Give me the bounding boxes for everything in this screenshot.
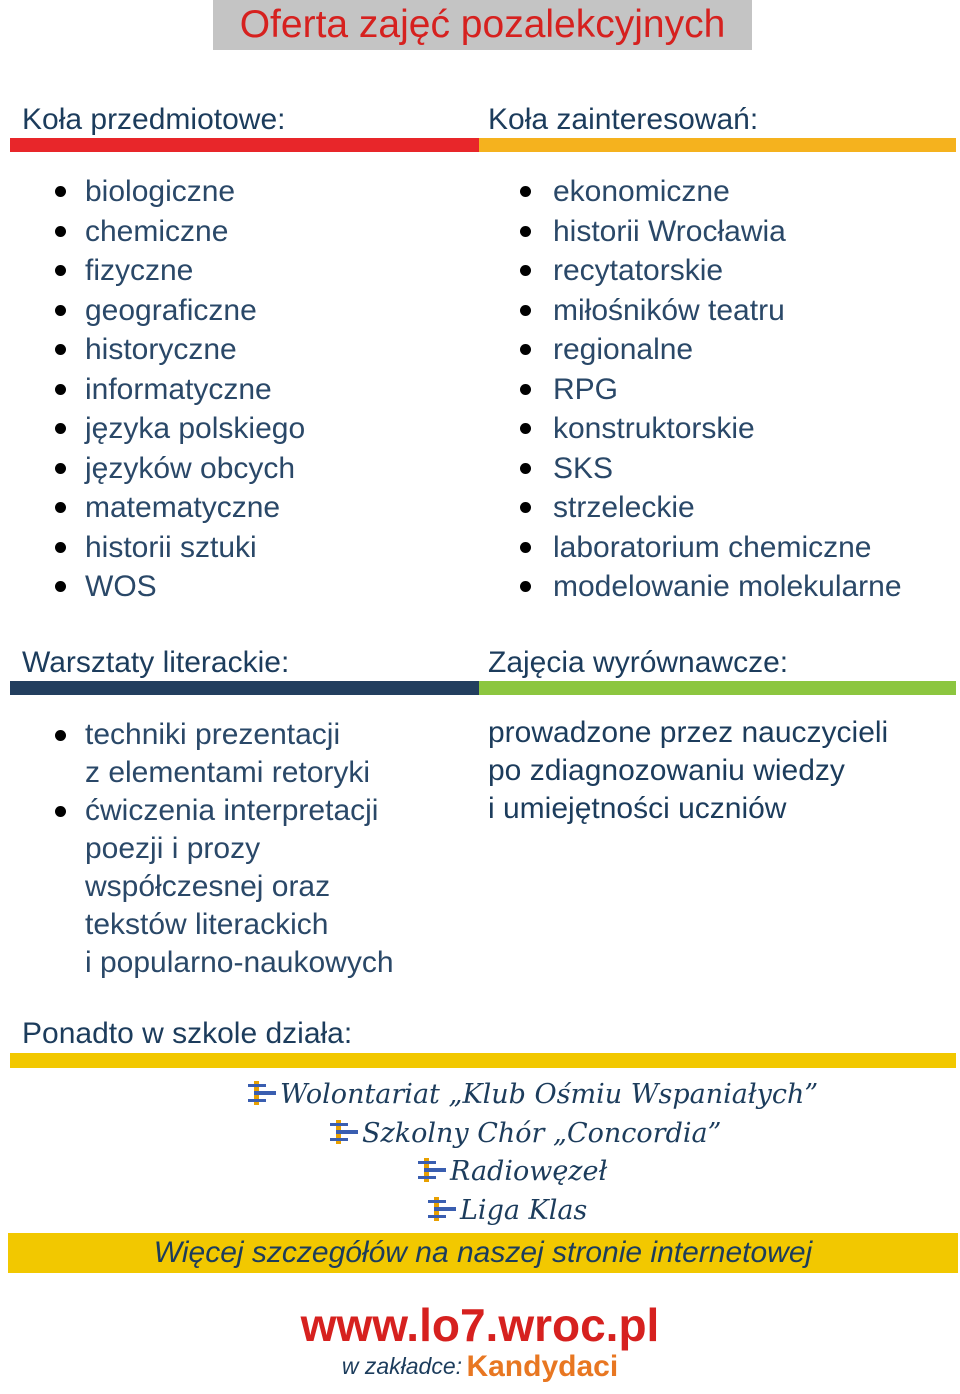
flag-bullet-icon xyxy=(418,1158,446,1182)
list-item-text: historyczne xyxy=(85,333,237,366)
bullet-icon xyxy=(520,186,531,197)
list-item xyxy=(55,409,305,449)
zajecia-description: prowadzone przez nauczycieli po zdiagnozowaniu wiedzy i umiejętności uczniów xyxy=(488,716,889,825)
divider-red xyxy=(10,138,479,152)
list-item xyxy=(520,528,902,568)
bullet-icon xyxy=(55,226,66,237)
list-item-text: ekonomiczne xyxy=(553,175,730,208)
list-item-text: RPG xyxy=(553,372,619,406)
bullet-icon xyxy=(520,502,531,513)
list-item-text: języka polskiego xyxy=(85,412,306,445)
divider-yellow xyxy=(10,1053,956,1068)
bullet-icon xyxy=(55,384,66,395)
list-item-text: języków obcych xyxy=(85,451,296,485)
bullet-icon xyxy=(55,463,66,474)
list-item-text: SKS xyxy=(553,451,614,485)
bullet-icon xyxy=(55,344,66,355)
heading-ponadto: Ponadto w szkole działa: xyxy=(22,1017,353,1050)
list-item xyxy=(520,330,902,370)
list-item xyxy=(520,488,902,528)
bullet-icon xyxy=(55,265,66,276)
list-item-text: strzeleckie xyxy=(553,491,695,524)
list-item xyxy=(520,251,902,291)
extra-item: Liga Klas xyxy=(428,1192,587,1230)
list-item-text: techniki prezentacji z elementami retoryki xyxy=(85,718,371,789)
list-item xyxy=(55,792,394,982)
more-info-banner: Więcej szczegółów na naszej stronie internetowej xyxy=(8,1233,958,1273)
list-item-text: konstruktorskie xyxy=(553,412,755,445)
extra-item: Radiowęzeł xyxy=(418,1153,607,1191)
list-item-text: matematyczne xyxy=(85,491,281,524)
bullet-icon xyxy=(520,463,531,474)
list-kola-przedmiotowe xyxy=(55,172,305,607)
list-item-text: ćwiczenia interpretacji poezji i prozy współczesnej oraz tekstów literackich i popularno-naukowych xyxy=(85,794,394,979)
list-item xyxy=(520,449,902,489)
list-item-text: modelowanie molekularne xyxy=(553,570,902,603)
bullet-icon xyxy=(520,344,531,355)
list-item xyxy=(55,370,305,410)
list-item xyxy=(55,528,305,568)
flag-bullet-icon xyxy=(330,1120,358,1144)
tab-name-kandydaci[interactable]: Kandydaci xyxy=(466,1350,619,1383)
list-item-text: geograficzne xyxy=(85,293,257,327)
list-item-text: fizyczne xyxy=(85,254,194,287)
bullet-icon xyxy=(520,542,531,553)
heading-kola-przedmiotowe: Koła przedmiotowe: xyxy=(22,103,286,136)
list-item xyxy=(520,370,902,410)
list-item xyxy=(55,291,305,331)
bullet-icon xyxy=(55,186,66,197)
bullet-icon xyxy=(520,305,531,316)
bullet-icon xyxy=(520,384,531,395)
bullet-icon xyxy=(520,581,531,592)
extra-item: Wolontariat „Klub Ośmiu Wspaniałych” xyxy=(248,1076,818,1114)
list-item-text: recytatorskie xyxy=(553,254,724,287)
bullet-icon xyxy=(55,806,66,817)
page-title: Oferta zajęć pozalekcyjnych xyxy=(213,0,752,50)
list-item xyxy=(55,172,305,212)
list-item xyxy=(55,567,305,607)
bullet-icon xyxy=(520,265,531,276)
list-item xyxy=(55,251,305,291)
heading-warsztaty-literackie: Warsztaty literackie: xyxy=(22,646,290,679)
flag-bullet-icon xyxy=(428,1197,456,1221)
list-item-text: chemiczne xyxy=(85,214,229,248)
list-item xyxy=(520,409,902,449)
heading-kola-zainteresowan: Koła zainteresowań: xyxy=(488,103,759,136)
list-item xyxy=(55,212,305,252)
bullet-icon xyxy=(55,423,66,434)
website-url[interactable]: www.lo7.wroc.pl xyxy=(300,1299,660,1351)
divider-orange xyxy=(479,138,956,152)
tab-hint xyxy=(0,1350,960,1384)
bullet-icon xyxy=(520,423,531,434)
list-item-text: laboratorium chemiczne xyxy=(553,530,872,564)
list-item-text: WOS xyxy=(85,570,157,603)
list-item xyxy=(520,172,902,212)
list-item-text: historii sztuki xyxy=(85,530,257,564)
heading-zajecia-wyrownawcze: Zajęcia wyrównawcze: xyxy=(488,646,789,679)
extra-item: Szkolny Chór „Concordia” xyxy=(330,1115,721,1153)
list-item xyxy=(520,212,902,252)
list-item xyxy=(520,567,902,607)
bullet-icon xyxy=(55,305,66,316)
bullet-icon xyxy=(55,542,66,553)
list-item xyxy=(55,330,305,370)
list-item-text: miłośników teatru xyxy=(553,293,785,327)
divider-navy xyxy=(10,681,479,695)
bullet-icon xyxy=(55,581,66,592)
list-item-text: informatyczne xyxy=(85,372,272,406)
list-warsztaty xyxy=(55,716,394,982)
divider-green xyxy=(479,681,956,695)
list-item xyxy=(520,291,902,331)
bullet-icon xyxy=(55,730,66,741)
flag-bullet-icon xyxy=(248,1081,276,1105)
list-item xyxy=(55,488,305,528)
bullet-icon xyxy=(55,502,66,513)
list-item-text: historii Wrocławia xyxy=(553,214,786,248)
list-item-text: biologiczne xyxy=(85,175,236,208)
bullet-icon xyxy=(520,226,531,237)
list-item xyxy=(55,716,394,792)
list-item-text: regionalne xyxy=(553,333,694,366)
tab-label: w zakładce: xyxy=(341,1353,462,1379)
list-kola-zainteresowan xyxy=(520,172,902,607)
list-item xyxy=(55,449,305,489)
